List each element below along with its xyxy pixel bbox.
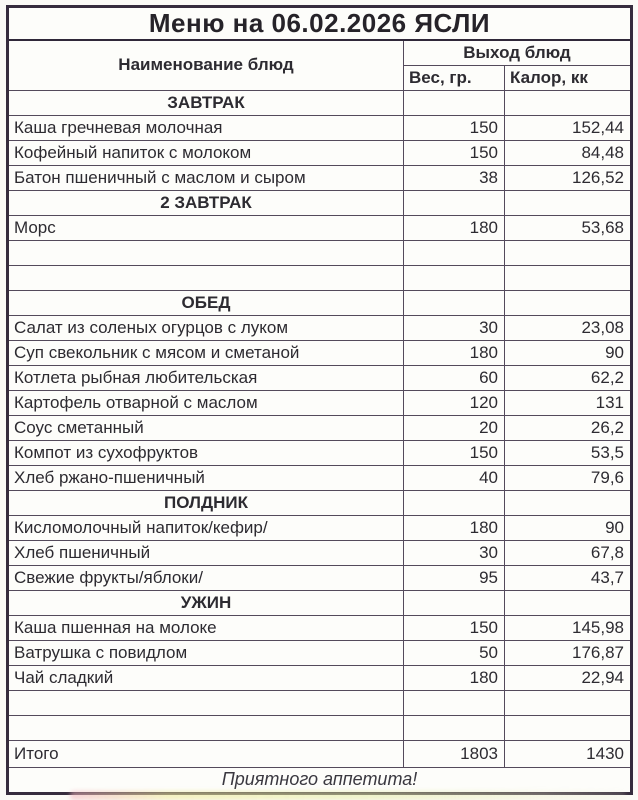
- menu-item-row: [8, 390, 632, 415]
- empty-cell: [8, 715, 404, 740]
- dish-calories-cell: 131: [505, 390, 632, 415]
- empty-row: [8, 715, 632, 740]
- dish-calories-cell: 53,5: [505, 440, 632, 465]
- section-row: [8, 190, 632, 215]
- section-label: ЗАВТРАК: [8, 90, 404, 115]
- footer-row: [8, 767, 632, 793]
- section-label: 2 ЗАВТРАК: [8, 190, 404, 215]
- dish-name-cell: Каша пшенная на молоке: [8, 615, 404, 640]
- dish-name-cell: Картофель отварной с маслом: [8, 390, 404, 415]
- empty-cell: [505, 265, 632, 290]
- menu-item-row: [8, 215, 632, 240]
- menu-item-row: [8, 415, 632, 440]
- empty-cell: [505, 290, 632, 315]
- dish-weight-cell: 60: [404, 365, 505, 390]
- dish-weight-cell: 120: [404, 390, 505, 415]
- column-header-calories: Калор, кк: [505, 65, 632, 90]
- menu-title: Меню на 06.02.2026 ЯСЛИ: [8, 7, 632, 41]
- empty-cell: [505, 90, 632, 115]
- menu-item-row: [8, 465, 632, 490]
- menu-item-row: [8, 315, 632, 340]
- dish-calories-cell: 62,2: [505, 365, 632, 390]
- menu-item-row: [8, 640, 632, 665]
- dish-name-cell: Салат из соленых огурцов с луком: [8, 315, 404, 340]
- empty-cell: [404, 690, 505, 715]
- dish-name-cell: Компот из сухофруктов: [8, 440, 404, 465]
- dish-calories-cell: 26,2: [505, 415, 632, 440]
- menu-table: [6, 5, 633, 795]
- header-row-top: [8, 40, 632, 65]
- total-label: Итого: [8, 740, 404, 767]
- dish-weight-cell: 30: [404, 540, 505, 565]
- total-calories: 1430: [505, 740, 632, 767]
- dish-name-cell: Морс: [8, 215, 404, 240]
- menu-item-row: [8, 565, 632, 590]
- title-row: [8, 7, 632, 41]
- dish-calories-cell: 126,52: [505, 165, 632, 190]
- section-label: ОБЕД: [8, 290, 404, 315]
- section-row: [8, 590, 632, 615]
- menu-item-row: [8, 515, 632, 540]
- column-header-dish-name: Наименование блюд: [8, 40, 404, 90]
- dish-name-cell: Чай сладкий: [8, 665, 404, 690]
- empty-cell: [505, 590, 632, 615]
- dish-weight-cell: 180: [404, 665, 505, 690]
- empty-cell: [505, 190, 632, 215]
- dish-weight-cell: 150: [404, 440, 505, 465]
- dish-weight-cell: 150: [404, 140, 505, 165]
- empty-row: [8, 240, 632, 265]
- dish-weight-cell: 180: [404, 515, 505, 540]
- dish-name-cell: Суп свекольник с мясом и сметаной: [8, 340, 404, 365]
- empty-cell: [404, 265, 505, 290]
- section-row: [8, 90, 632, 115]
- menu-item-row: [8, 665, 632, 690]
- empty-cell: [404, 190, 505, 215]
- empty-cell: [505, 490, 632, 515]
- section-row: [8, 290, 632, 315]
- dish-name-cell: Соус сметанный: [8, 415, 404, 440]
- total-row: [8, 740, 632, 767]
- dish-weight-cell: 150: [404, 115, 505, 140]
- dish-weight-cell: 50: [404, 640, 505, 665]
- dish-name-cell: Котлета рыбная любительская: [8, 365, 404, 390]
- section-label: ПОЛДНИК: [8, 490, 404, 515]
- menu-item-row: [8, 140, 632, 165]
- dish-calories-cell: 90: [505, 340, 632, 365]
- dish-calories-cell: 22,94: [505, 665, 632, 690]
- dish-name-cell: Кисломолочный напиток/кефир/: [8, 515, 404, 540]
- empty-cell: [8, 240, 404, 265]
- dish-name-cell: Свежие фрукты/яблоки/: [8, 565, 404, 590]
- dish-name-cell: Хлеб ржано-пшеничный: [8, 465, 404, 490]
- empty-cell: [404, 90, 505, 115]
- dish-weight-cell: 38: [404, 165, 505, 190]
- dish-calories-cell: 79,6: [505, 465, 632, 490]
- empty-cell: [8, 690, 404, 715]
- dish-weight-cell: 40: [404, 465, 505, 490]
- empty-cell: [8, 265, 404, 290]
- dish-calories-cell: 67,8: [505, 540, 632, 565]
- column-header-output-group: Выход блюд: [404, 40, 632, 65]
- dish-calories-cell: 176,87: [505, 640, 632, 665]
- menu-item-row: [8, 340, 632, 365]
- dish-weight-cell: 150: [404, 615, 505, 640]
- dish-name-cell: Ватрушка с повидлом: [8, 640, 404, 665]
- section-label: УЖИН: [8, 590, 404, 615]
- total-weight: 1803: [404, 740, 505, 767]
- dish-name-cell: Каша гречневая молочная: [8, 115, 404, 140]
- empty-cell: [505, 240, 632, 265]
- empty-row: [8, 265, 632, 290]
- dish-calories-cell: 145,98: [505, 615, 632, 640]
- dish-weight-cell: 180: [404, 215, 505, 240]
- dish-weight-cell: 95: [404, 565, 505, 590]
- empty-cell: [404, 590, 505, 615]
- dish-calories-cell: 84,48: [505, 140, 632, 165]
- menu-item-row: [8, 540, 632, 565]
- empty-cell: [404, 290, 505, 315]
- section-row: [8, 490, 632, 515]
- column-header-weight: Вес, гр.: [404, 65, 505, 90]
- menu-item-row: [8, 440, 632, 465]
- dish-calories-cell: 152,44: [505, 115, 632, 140]
- dish-weight-cell: 30: [404, 315, 505, 340]
- dish-name-cell: Кофейный напиток с молоком: [8, 140, 404, 165]
- footer-text: Приятного аппетита!: [8, 767, 632, 793]
- menu-item-row: [8, 165, 632, 190]
- scan-artifact-smudge: [70, 791, 626, 800]
- dish-weight-cell: 180: [404, 340, 505, 365]
- dish-calories-cell: 90: [505, 515, 632, 540]
- menu-item-row: [8, 365, 632, 390]
- dish-calories-cell: 23,08: [505, 315, 632, 340]
- empty-cell: [505, 715, 632, 740]
- dish-name-cell: Батон пшеничный с маслом и сыром: [8, 165, 404, 190]
- empty-cell: [404, 490, 505, 515]
- empty-cell: [404, 240, 505, 265]
- dish-calories-cell: 43,7: [505, 565, 632, 590]
- empty-cell: [505, 690, 632, 715]
- empty-row: [8, 690, 632, 715]
- dish-name-cell: Хлеб пшеничный: [8, 540, 404, 565]
- menu-item-row: [8, 615, 632, 640]
- empty-cell: [404, 715, 505, 740]
- dish-weight-cell: 20: [404, 415, 505, 440]
- dish-calories-cell: 53,68: [505, 215, 632, 240]
- menu-item-row: [8, 115, 632, 140]
